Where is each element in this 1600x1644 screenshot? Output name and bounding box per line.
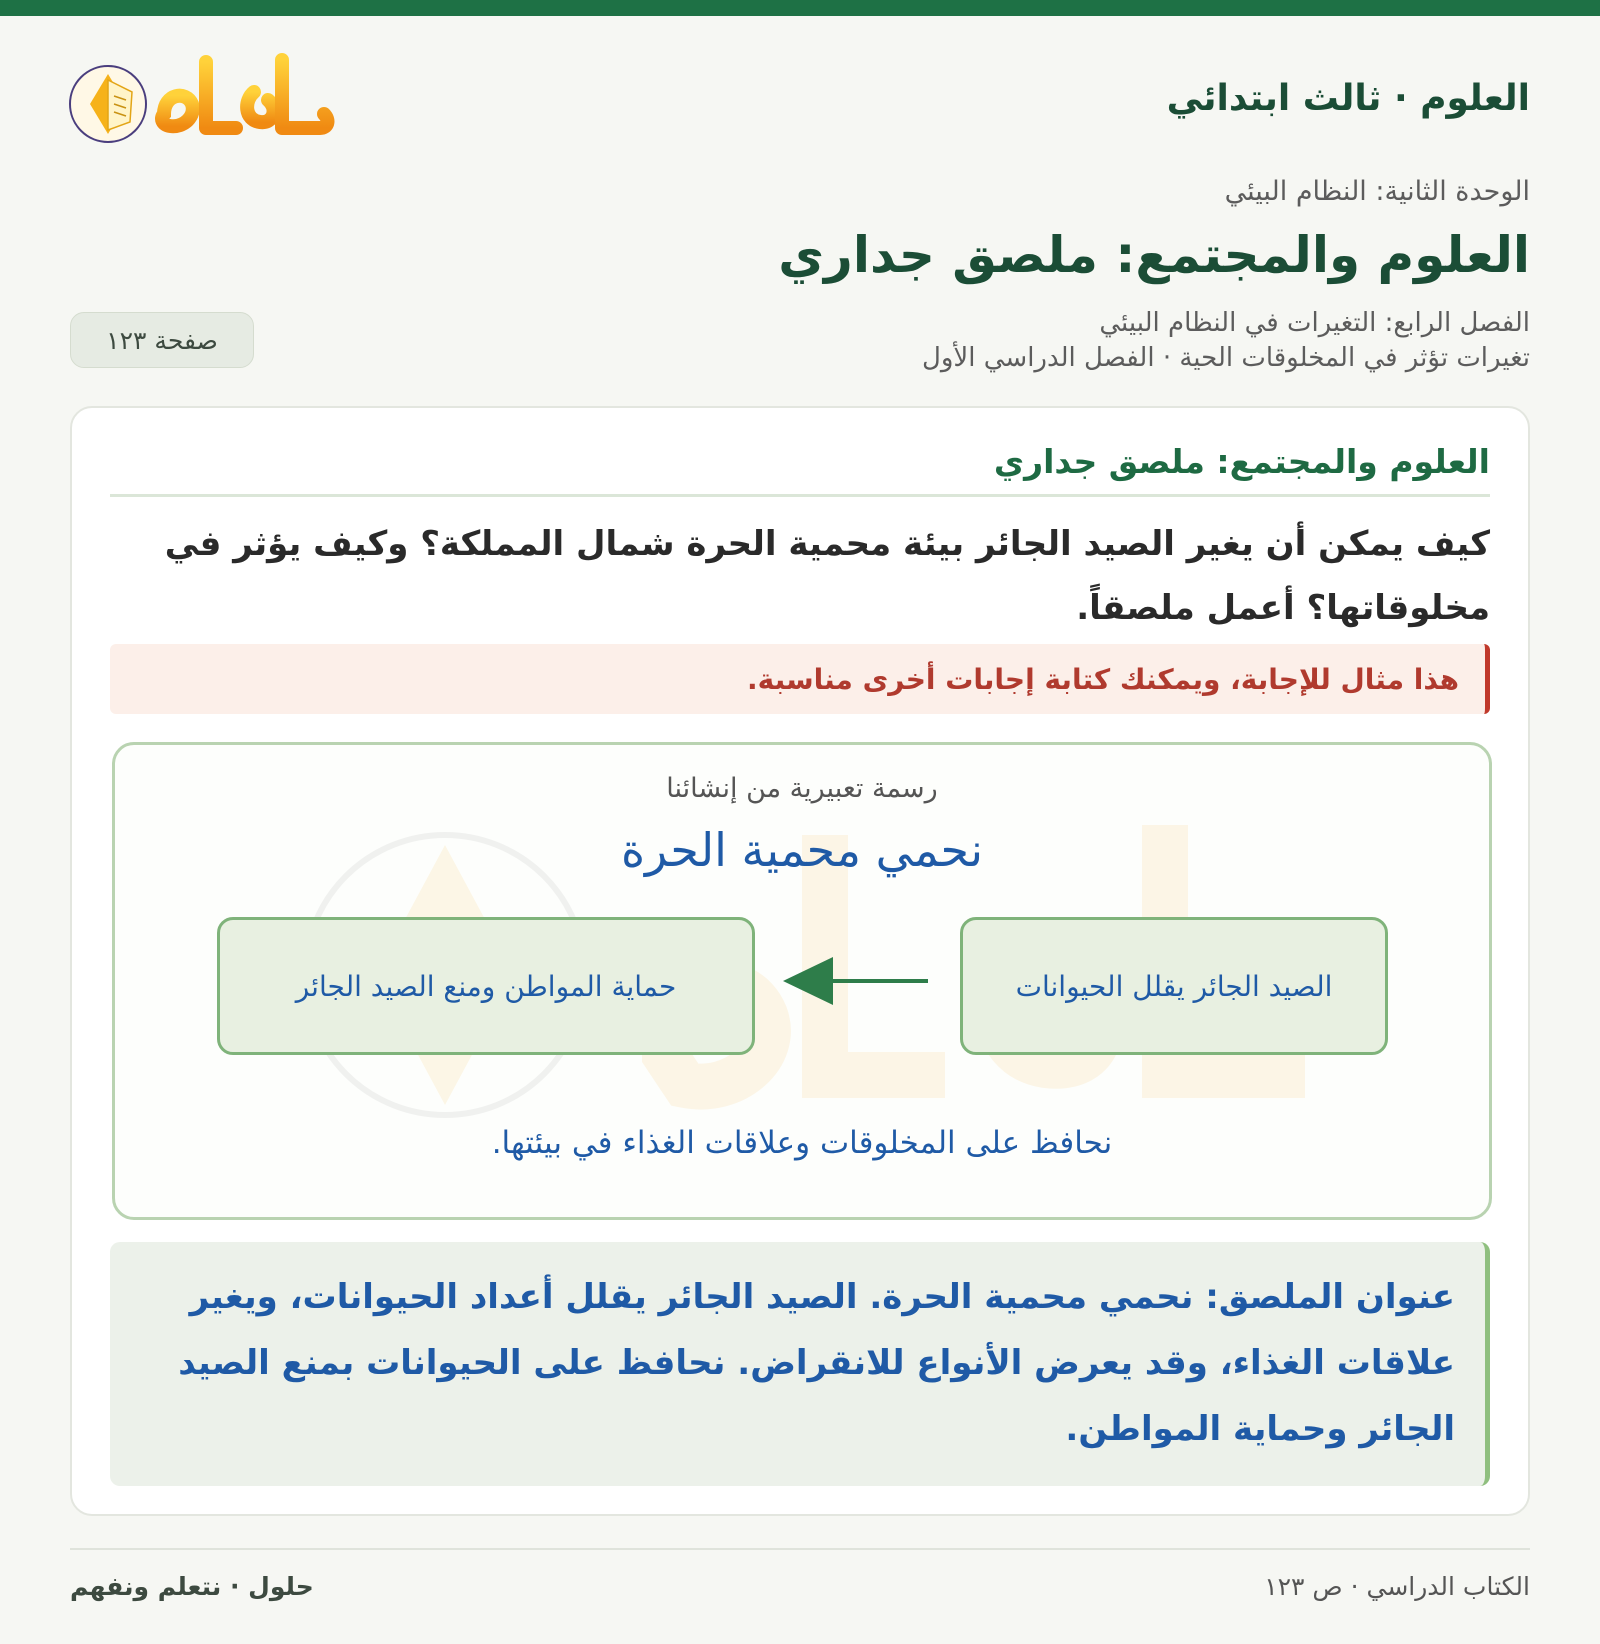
- poster-bottom-text: نحافظ على المخلوقات وعلاقات الغذاء في بيئتها.: [491, 1125, 1113, 1161]
- exercise-card: [70, 406, 1530, 1516]
- card-title: العلوم والمجتمع: ملصق جداري: [993, 442, 1490, 481]
- chapter-label: الفصل الرابع: التغيرات في النظام البيئي: [1099, 308, 1530, 338]
- poster-illustration: [112, 742, 1492, 1220]
- footer-divider: [70, 1548, 1530, 1550]
- topic-semester-label: تغيرات تؤثر في المخلوقات الحية · الفصل الدراسي الأول: [921, 343, 1530, 373]
- hulul-logo[interactable]: [68, 50, 338, 150]
- page-number-badge: صفحة ١٢٣: [70, 312, 254, 368]
- unit-label: الوحدة الثانية: النظام البيئي: [1224, 176, 1530, 207]
- footer-book-page: الكتاب الدراسي · ص ١٢٣: [1264, 1572, 1530, 1601]
- lesson-title: العلوم والمجتمع: ملصق جداري: [778, 226, 1530, 284]
- poster-title: نحمي محمية الحرة: [620, 823, 984, 877]
- arrow-left-icon: [783, 951, 933, 1011]
- example-answer-note: هذا مثال للإجابة، ويمكنك كتابة إجابات أخرى مناسبة.: [110, 644, 1490, 714]
- solution-box: حماية المواطن ومنع الصيد الجائر: [217, 917, 755, 1055]
- answer-box: عنوان الملصق: نحمي محمية الحرة. الصيد الجائر يقلل أعداد الحيوانات، ويغير علاقات الغذاء، وقد يعرض الأنواع للانقراض. نحافظ على الحيوانات بمنع الصيد الجائر وحماية المواطن.: [110, 1242, 1490, 1486]
- top-accent-bar: [0, 0, 1600, 16]
- footer-brand-slogan: حلول · نتعلم ونفهم: [70, 1572, 314, 1601]
- subject-grade-title: العلوم · ثالث ابتدائي: [1166, 78, 1530, 119]
- poster-caption: رسمة تعبيرية من إنشائنا: [666, 773, 938, 804]
- question-text: كيف يمكن أن يغير الصيد الجائر بيئة محمية الحرة شمال المملكة؟ وكيف يؤثر في مخلوقاتها؟ أعمل ملصقاً.: [164, 524, 1490, 628]
- card-divider: [110, 494, 1490, 497]
- cause-box: الصيد الجائر يقلل الحيوانات: [960, 917, 1388, 1055]
